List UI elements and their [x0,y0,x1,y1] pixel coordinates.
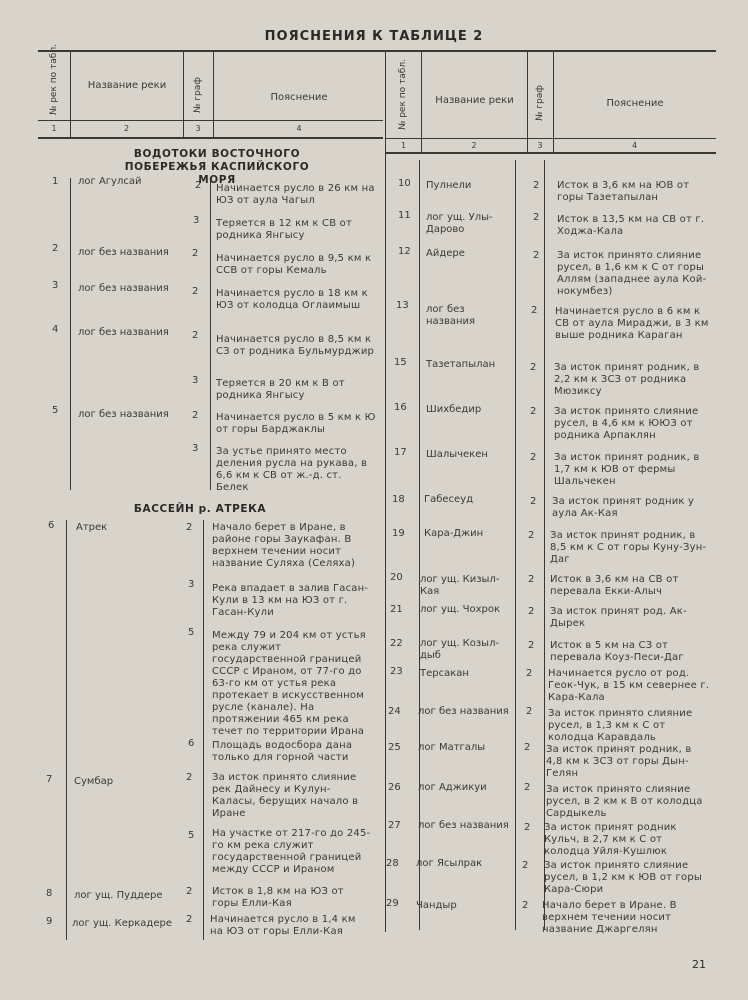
row-graph: 3 [193,215,200,226]
section-caspian: ВОДОТОКИ ВОСТОЧНОГО ПОБЕРЕЖЬЯ КАСПИЙСКОГО МОРЯ [124,148,310,186]
row-no: 12 [398,246,411,257]
row-expl: Начинается русло в 1,4 км на ЮЗ от горы Елли-Кая [210,914,356,937]
row-expl: Исток в 1,8 км на ЮЗ от горы Елли-Кая [212,886,344,909]
row-expl: Начало берет в Иране, в районе горы Заукафан. В верхнем течении носит название Суляха (Селяха) [212,522,356,569]
header-expl: Пояснение [270,92,328,103]
row-graph: 2 [192,410,199,421]
row-no: 28 [386,858,399,869]
row-name: Тазетапылан [426,359,496,370]
row-graph: 2 [522,900,529,911]
body-vline [66,520,67,940]
row-graph: 2 [528,640,535,651]
row-name: лог без названия [78,283,169,294]
row-graph: 2 [195,180,202,191]
row-graph: 2 [186,522,193,533]
row-name: лог без названия [426,304,476,327]
row-no: 15 [394,357,407,368]
row-expl: За устье принято место деления русла на рукава, в 6,6 км к СВ от ж.-д. ст. Белек [216,446,368,493]
row-graph: 2 [528,574,535,585]
row-expl: Начинается русло в 26 км на ЮЗ от аула Чагыл [216,183,375,206]
row-no: 17 [394,447,407,458]
row-expl: Исток в 3,6 км на ЮВ от горы Тазетапылан [557,180,690,203]
row-expl: Начинается русло в 18 км к ЮЗ от колодца Оглаимыш [216,288,368,311]
row-expl: За исток принято слияние русел, в 4,6 км к ЮЮЗ от родника Арпаклян [554,406,699,441]
row-name: лог ущ. Керкадере [72,918,172,929]
row-expl: За исток принят родник Кульч, в 2,7 км к С от колодца Уйля-Кушлюк [544,822,677,857]
row-graph: 2 [192,286,199,297]
row-graph: 2 [528,530,535,541]
row-expl: За исток принят родник у аула Ак-Кая [552,496,695,519]
row-graph: 3 [192,375,199,386]
row-expl: Начинается русло в 5 км к Ю от горы Барджаклы [216,412,376,435]
header-graph-right: № граф [535,85,545,121]
row-expl: Исток в 3,6 км на СВ от перевала Екки-Алыч [550,574,679,597]
row-expl: Исток в 13,5 км на СВ от г. Ходжа-Кала [557,214,705,237]
body-vline [544,160,545,930]
row-graph: 2 [530,452,537,463]
row-no: 20 [390,572,403,583]
row-expl: Начинается русло в 9,5 км к ССВ от горы Кемаль [216,253,372,276]
row-graph: 5 [188,627,195,638]
header-bottom-rule-right [386,152,716,154]
row-no: 2 [52,243,59,254]
header-no: № рек по табл. [49,44,59,115]
row-graph: 2 [530,496,537,507]
row-expl: За исток принято слияние русел, в 1,6 км к С от горы Аллям (западнее аула Кой-нокумбез) [557,250,707,297]
header-name-right: Название реки [435,95,514,106]
row-expl: За исток принят родник, в 2,2 км к ЗСЗ от родника Мюзикcу [554,362,700,397]
row-graph: 2 [186,886,193,897]
center-divider [385,52,386,932]
row-name: лог ущ. Козыл-дыб [420,638,500,661]
row-graph: 2 [524,782,531,793]
row-graph: 2 [533,180,540,191]
row-name: Габесеуд [424,494,474,505]
row-graph: 2 [526,668,533,679]
row-no: 13 [396,300,409,311]
header-colnum: 3 [537,141,543,150]
row-no: 22 [390,638,403,649]
row-name: лог ущ. Улы-Дарово [426,212,493,235]
row-no: 5 [52,405,59,416]
header-no-right: № рек по табл. [398,59,408,130]
row-name: лог без названия [78,247,169,258]
row-expl: Начинается русло от род. Геок-Чук, в 15 км севернее г. Кара-Кала [548,668,710,703]
row-graph: 2 [526,706,533,717]
row-no: 21 [390,604,403,615]
row-name: Кара-Джин [424,528,484,539]
header-colnum: 4 [631,141,638,150]
header-colnum: 4 [296,124,302,133]
header-mid-rule-right [386,138,716,139]
row-name: лог ущ. Пуддере [74,890,163,901]
body-vline [210,178,211,490]
row-graph: 2 [186,914,193,925]
row-name: Шихбедир [426,404,482,415]
header-colnum: 1 [51,124,57,133]
row-expl: Между 79 и 204 км от устья река служит государственной границей СССР с Ираном, от 77-го до 63-го км от устья река протекает в искусственном русле (канале). На протяжении 465 км река течет по территории Ирана [212,630,366,737]
row-no: 24 [388,706,401,717]
row-no: 25 [388,742,401,753]
body-vline [203,520,204,940]
row-graph: 2 [192,330,199,341]
row-expl: Теряется в 20 км к В от родника Янгысу [216,378,345,401]
row-name: Шалычекен [426,449,488,460]
row-name: лог Ясылрак [416,858,483,869]
row-graph: 2 [531,305,538,316]
row-no: 26 [388,782,401,793]
row-name: лог без названия [78,409,169,420]
row-graph: 2 [186,772,193,783]
row-expl: За исток принят родник, в 8,5 км к С от горы Куну-Зун-Даг [550,530,707,565]
row-no: 18 [392,494,405,505]
row-name: Сумбар [74,776,114,787]
row-name: Айдере [426,248,465,259]
row-expl: Исток в 5 км на СЗ от перевала Коуз-Песи-Даг [550,640,684,663]
row-expl: На участке от 217-го до 245-го км река служит государственной границей между СССР и Ираном [212,828,371,875]
row-graph: 3 [188,579,195,590]
header-colnum: 3 [195,124,201,133]
row-graph: 3 [192,443,199,454]
row-graph: 2 [530,406,537,417]
row-graph: 6 [188,738,195,749]
header-colnum: 1 [400,141,407,150]
row-expl: Начинается русло в 6 км к СВ от аула Мираджи, в 3 км выше родника Караган [555,306,709,341]
header-expl-right: Пояснение [606,98,664,109]
row-name: лог Агулсай [78,176,142,187]
body-vline [70,178,71,490]
row-no: 16 [394,402,407,413]
row-no: 29 [386,898,399,909]
header-graph: № граф [193,77,203,113]
row-no: 1 [52,176,59,187]
row-expl: За исток принято слияние русел, в 2 км к В от колодца Сардыкель [546,784,703,819]
row-name: лог Аджикуи [418,782,487,793]
row-no: 9 [46,916,53,927]
page-number: 21 [692,958,706,971]
row-no: 10 [398,178,411,189]
row-expl: За исток принято слияние русел, в 1,3 км к С от колодца Каравдаль [548,708,693,743]
row-expl: Река впадает в залив Гасан-Кули в 13 км на ЮЗ от г. Гасан-Кули [212,583,369,618]
row-graph: 2 [533,212,540,223]
row-no: 27 [388,820,401,831]
row-name: лог без названия [78,327,169,338]
row-graph: 2 [533,250,540,261]
row-no: 7 [46,774,53,785]
row-expl: Начинается русло в 8,5 км к СЗ от родника Бульмурджир [216,334,375,357]
section-atrek: БАССЕЙН р. АТРЕКА [133,503,267,515]
header-colnum: 2 [123,124,130,133]
row-no: 6 [48,520,55,531]
row-name: Пулнели [426,180,472,191]
row-no: 3 [52,280,59,291]
row-no: 8 [46,888,53,899]
row-expl: Теряется в 12 км к СВ от родника Янгысу [216,218,353,241]
row-no: 23 [390,666,403,677]
row-expl: За исток принят родник, в 1,7 км к ЮВ от фермы Шальчекен [554,452,700,487]
row-name: Чандыр [416,900,457,911]
header-mid-rule-left [38,120,383,121]
row-expl: За исток принято слияние русел, в 1,2 км к ЮВ от горы Кара-Сюри [544,860,702,895]
row-graph: 2 [524,822,531,833]
row-name: лог без названия [418,706,509,717]
row-graph: 2 [522,860,529,871]
body-vline [419,160,420,930]
body-vline [515,160,516,930]
row-expl: За исток принят род. Ак-Дырек [550,606,687,629]
row-expl: За исток принят родник, в 4,8 км к ЗСЗ от горы Дын-Гелян [546,744,692,779]
row-expl: Начало берет в Иране. В верхнем течении носит название Джаргелян [542,900,677,935]
row-graph: 2 [524,742,531,753]
row-expl: Площадь водосбора дана только для горной части [212,740,353,763]
row-name: Атрек [76,522,108,533]
row-name: лог ущ. Чохрок [420,604,501,615]
row-graph: 5 [188,830,195,841]
row-name: Терсакан [420,668,469,679]
header-bottom-rule-left [38,137,383,139]
row-name: лог Матгалы [418,742,486,753]
row-no: 4 [52,324,59,335]
row-no: 11 [398,210,411,221]
header-name: Название реки [87,80,167,91]
row-name: лог ущ. Кизыл-Кая [420,574,500,597]
row-no: 19 [392,528,405,539]
row-expl: За исток принято слияние рек Дайнесу и Кулун-Каласы, берущих начало в Иране [212,772,359,819]
row-graph: 2 [192,248,199,259]
header-top-rule [38,50,716,52]
header-colnum: 2 [471,141,477,150]
page-title: ПОЯСНЕНИЯ К ТАБЛИЦЕ 2 [264,29,484,44]
row-graph: 2 [528,606,535,617]
row-name: лог без названия [418,820,509,831]
row-graph: 2 [530,362,537,373]
hdr-vline [527,52,528,152]
